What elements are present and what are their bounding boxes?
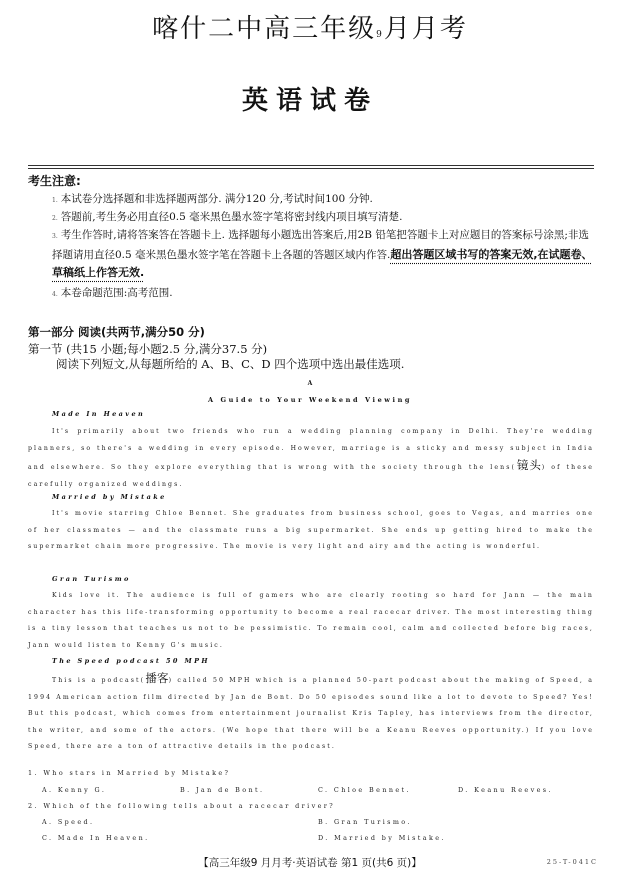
notice-item-text: 答题前,考生务必用直径0.5 毫米黑色墨水签字笔将密封线内项目填写清楚. [60,211,403,223]
part-heading: 第一部分 阅读(共两节,满分50 分) [28,325,205,339]
title-month-number: 9 [376,30,384,40]
notice-item-number: 4. [52,291,58,298]
show-heading: Gran Turismo [52,575,131,583]
show-heading: Made In Heaven [52,410,146,418]
show-paragraph [28,588,594,654]
paragraph-text: It's movie starring Chloe Bennet. She graduates from business school, goes to Vegas, and marries one of her classmates — and the classmate runs a big supermarket. She ends up getting hired to make the supermarket chain more progressive. The movie is very light and airy and the acting is wonderful. [28,510,594,550]
question-option: A. Speed. [42,818,95,826]
chinese-gloss: 播客 [145,671,169,685]
exam-subtitle: 英语试卷 [241,86,378,116]
notice-item-text: 本试卷分选择题和非选择题两部分. 满分120 分,考试时间100 分钟. [60,193,373,205]
notice-item-3 [52,226,597,282]
section-heading: 第一节 (共15 小题;每小题2.5 分,满分37.5 分) [28,342,268,356]
divider-top [28,165,594,166]
paragraph-text: ) of these carefully organized weddings. [28,464,594,488]
question-stem: 1. Who stars in Married by Mistake? [28,769,231,777]
page-footer [0,855,620,870]
passage-title: A Guide to Your Weekend Viewing [207,396,413,404]
show-paragraph [28,424,594,493]
chinese-gloss: 镜头 [515,458,542,472]
paragraph-text: This is a podcast( [52,677,146,684]
show-paragraph [28,506,594,556]
exam-title [0,8,620,45]
notice-item-text: 本卷命题范围:高考范围. [60,287,173,299]
show-heading: Married by Mistake [52,493,167,501]
notice-item-number: 2. [52,215,58,222]
notice-item-1 [52,190,597,210]
show-paragraph [28,670,594,756]
divider-bottom [28,168,594,169]
question-option: D. Keanu Reeves. [458,786,553,794]
notice-item-2 [52,208,597,228]
passage-label: A [307,380,313,387]
show-heading: The Speed podcast 50 MPH [52,657,210,665]
title-part-a: 喀什二中高三年级 [152,14,377,44]
question-option: C. Chloe Bennet. [318,786,411,794]
question-option: C. Made In Heaven. [42,834,150,842]
paragraph-text: ) called 50 MPH which is a planned 50-part podcast about the making of Speed, a 1994 American action film directed by Jan de Bont. Do 50 episodes sound like a lot to devote to Speed? Yes! But this podcast, which comes from entertainment journalist Kris Tapley, has interviews from the director, the writer, and some of the actors. (We hope that there will be a Keanu Reeves opportunity.) If you love Speed, there are a ton of attractive details in the podcast. [28,677,595,750]
question-stem: 2. Which of the following tells about a racecar driver? [28,802,336,810]
notice-item-number: 1. [52,197,58,204]
notice-item-text: 考生作答时,请将答案答在答题卡上. 选择题每小题选出答案后,用2B 铅笔把答题卡上对应题目的答案标号涂黑;非选择题请用直径0.5 毫米黑色墨水签字笔在答题卡上各题的答题区域内作答. [52,229,589,261]
question-option: B. Gran Turismo. [318,818,412,826]
paragraph-text: It's primarily about two friends who run a wedding planning company in Delhi. They're wedding planners, so there's a wedding in every episode. However, marriage is a sticky and messy subject in India and elsewhere. So they explore everything that is wrong with the society through the lens( [28,428,594,471]
notice-heading: 考生注意: [28,174,81,188]
notice-item-4 [52,284,597,304]
paragraph-text: Kids love it. The audience is full of gamers who are clearly rooting so hard for Jann — the main character has this life-transforming opportunity to become a real racecar driver. The most interesting thing is a tiny lesson that teaches us not to be pessimistic. To remain cool, calm and collected before big races, Jann would listen to Kenny G's music. [28,592,594,649]
question-option: A. Kenny G. [42,786,107,794]
reading-instruction: 阅读下列短文,从每题所给的 A、B、C、D 四个选项中选出最佳选项. [56,357,405,371]
notice-item-number: 3. [52,233,58,240]
title-part-b: 月月考 [383,14,468,44]
notice-item-emphasis: 超出答题区域书写的答案无效,在试题卷、草稿纸上作答无效. [52,248,593,279]
footer-text: 【高三年级9 月月考·英语试卷 第1 页(共6 页)】 [198,857,422,869]
question-option: D. Married by Mistake. [318,834,446,842]
question-option: B. Jan de Bont. [180,786,265,794]
exam-code: 25-T-041C [546,858,598,866]
